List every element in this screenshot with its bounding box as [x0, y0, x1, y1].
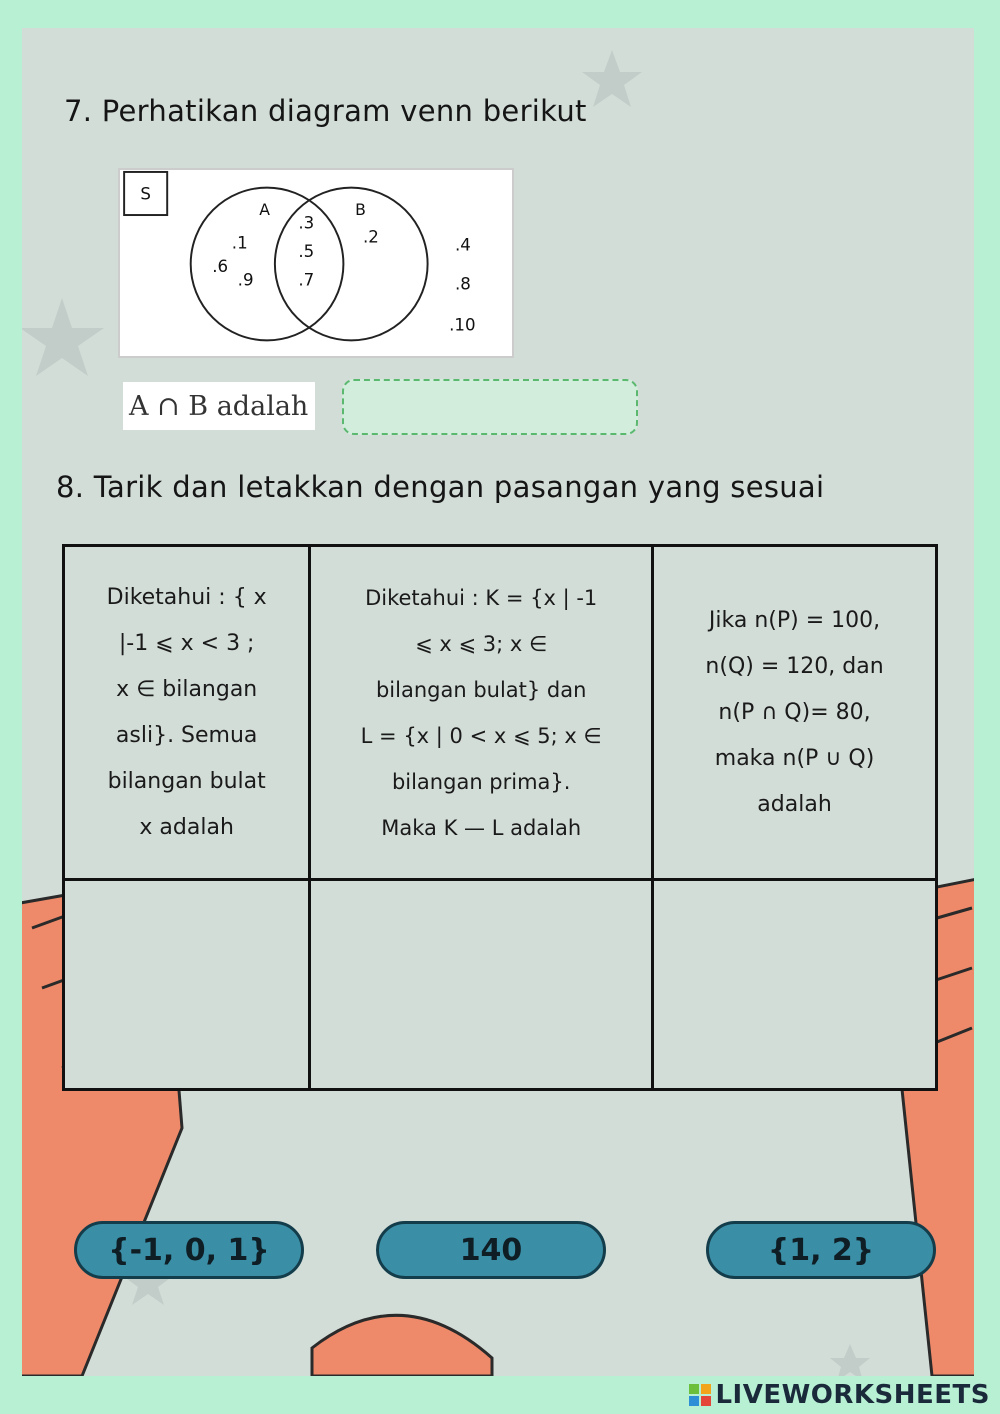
liveworksheets-brand — [689, 1380, 990, 1410]
prompt-line: Jika n(P) = 100, — [708, 607, 881, 633]
drop-zone-1[interactable] — [64, 880, 310, 1090]
liveworksheets-logo-icon — [689, 1384, 711, 1406]
venn-element: .10 — [449, 315, 476, 335]
prompt-line: maka n(P ∪ Q) — [714, 745, 875, 771]
prompt-line: adalah — [757, 791, 832, 817]
question-7-title: 7. Perhatikan diagram venn berikut — [64, 94, 587, 128]
venn-element: .8 — [455, 274, 471, 294]
venn-element: .7 — [298, 270, 315, 290]
drop-zone-2[interactable] — [310, 880, 653, 1090]
prompt-line: x ∈ bilangan — [116, 676, 258, 702]
set-b-circle — [275, 188, 428, 341]
draggable-choice[interactable]: 140 — [376, 1221, 606, 1279]
brand-name: LIVEWORKSHEETS — [715, 1380, 990, 1410]
draggable-choice[interactable]: {-1, 0, 1} — [74, 1221, 304, 1279]
venn-element: .1 — [231, 233, 248, 253]
prompt-line: n(P ∩ Q)= 80, — [718, 699, 871, 725]
venn-element: .4 — [455, 235, 471, 255]
venn-element: .6 — [212, 256, 229, 276]
venn-element: .3 — [298, 213, 315, 233]
venn-diagram — [118, 168, 514, 358]
prompt-line: bilangan prima}. — [391, 769, 571, 794]
prompt-line: Diketahui : { x — [106, 584, 267, 610]
prompt-line: Diketahui : K = {x | -1 — [365, 585, 598, 610]
prompt-line: |-1 ⩽ x < 3 ; — [118, 630, 255, 656]
prompt-line: Maka K — L adalah — [381, 815, 582, 840]
universe-label: S — [140, 184, 151, 204]
question-7-prompt: A ∩ B adalah — [123, 382, 315, 430]
drop-zone-3[interactable] — [653, 880, 937, 1090]
venn-element: .2 — [362, 227, 379, 247]
venn-element: .9 — [237, 270, 254, 290]
set-a-label: A — [259, 200, 270, 220]
prompt-cell-3 — [653, 546, 937, 880]
set-b-label: B — [355, 200, 366, 220]
prompt-cell-2 — [310, 546, 653, 880]
venn-svg — [120, 170, 512, 356]
draggable-choice[interactable]: {1, 2} — [706, 1221, 936, 1279]
question-7-answer-input[interactable] — [342, 379, 638, 435]
prompt-line: L = {x | 0 < x ⩽ 5; x ∈ — [360, 723, 602, 748]
prompt-line: ⩽ x ⩽ 3; x ∈ — [415, 631, 548, 656]
prompt-cell-1 — [64, 546, 310, 880]
prompt-line: n(Q) = 120, dan — [705, 653, 884, 679]
venn-element: .5 — [298, 242, 315, 262]
prompt-line: bilangan bulat} dan — [375, 677, 587, 702]
prompt-line: asli}. Semua — [115, 722, 258, 748]
worksheet-page — [22, 28, 974, 1376]
prompt-line: bilangan bulat — [107, 768, 266, 794]
question-8-title: 8. Tarik dan letakkan dengan pasangan yang sesuai — [56, 470, 825, 504]
matching-table — [62, 544, 938, 1091]
prompt-line: x adalah — [139, 814, 234, 840]
